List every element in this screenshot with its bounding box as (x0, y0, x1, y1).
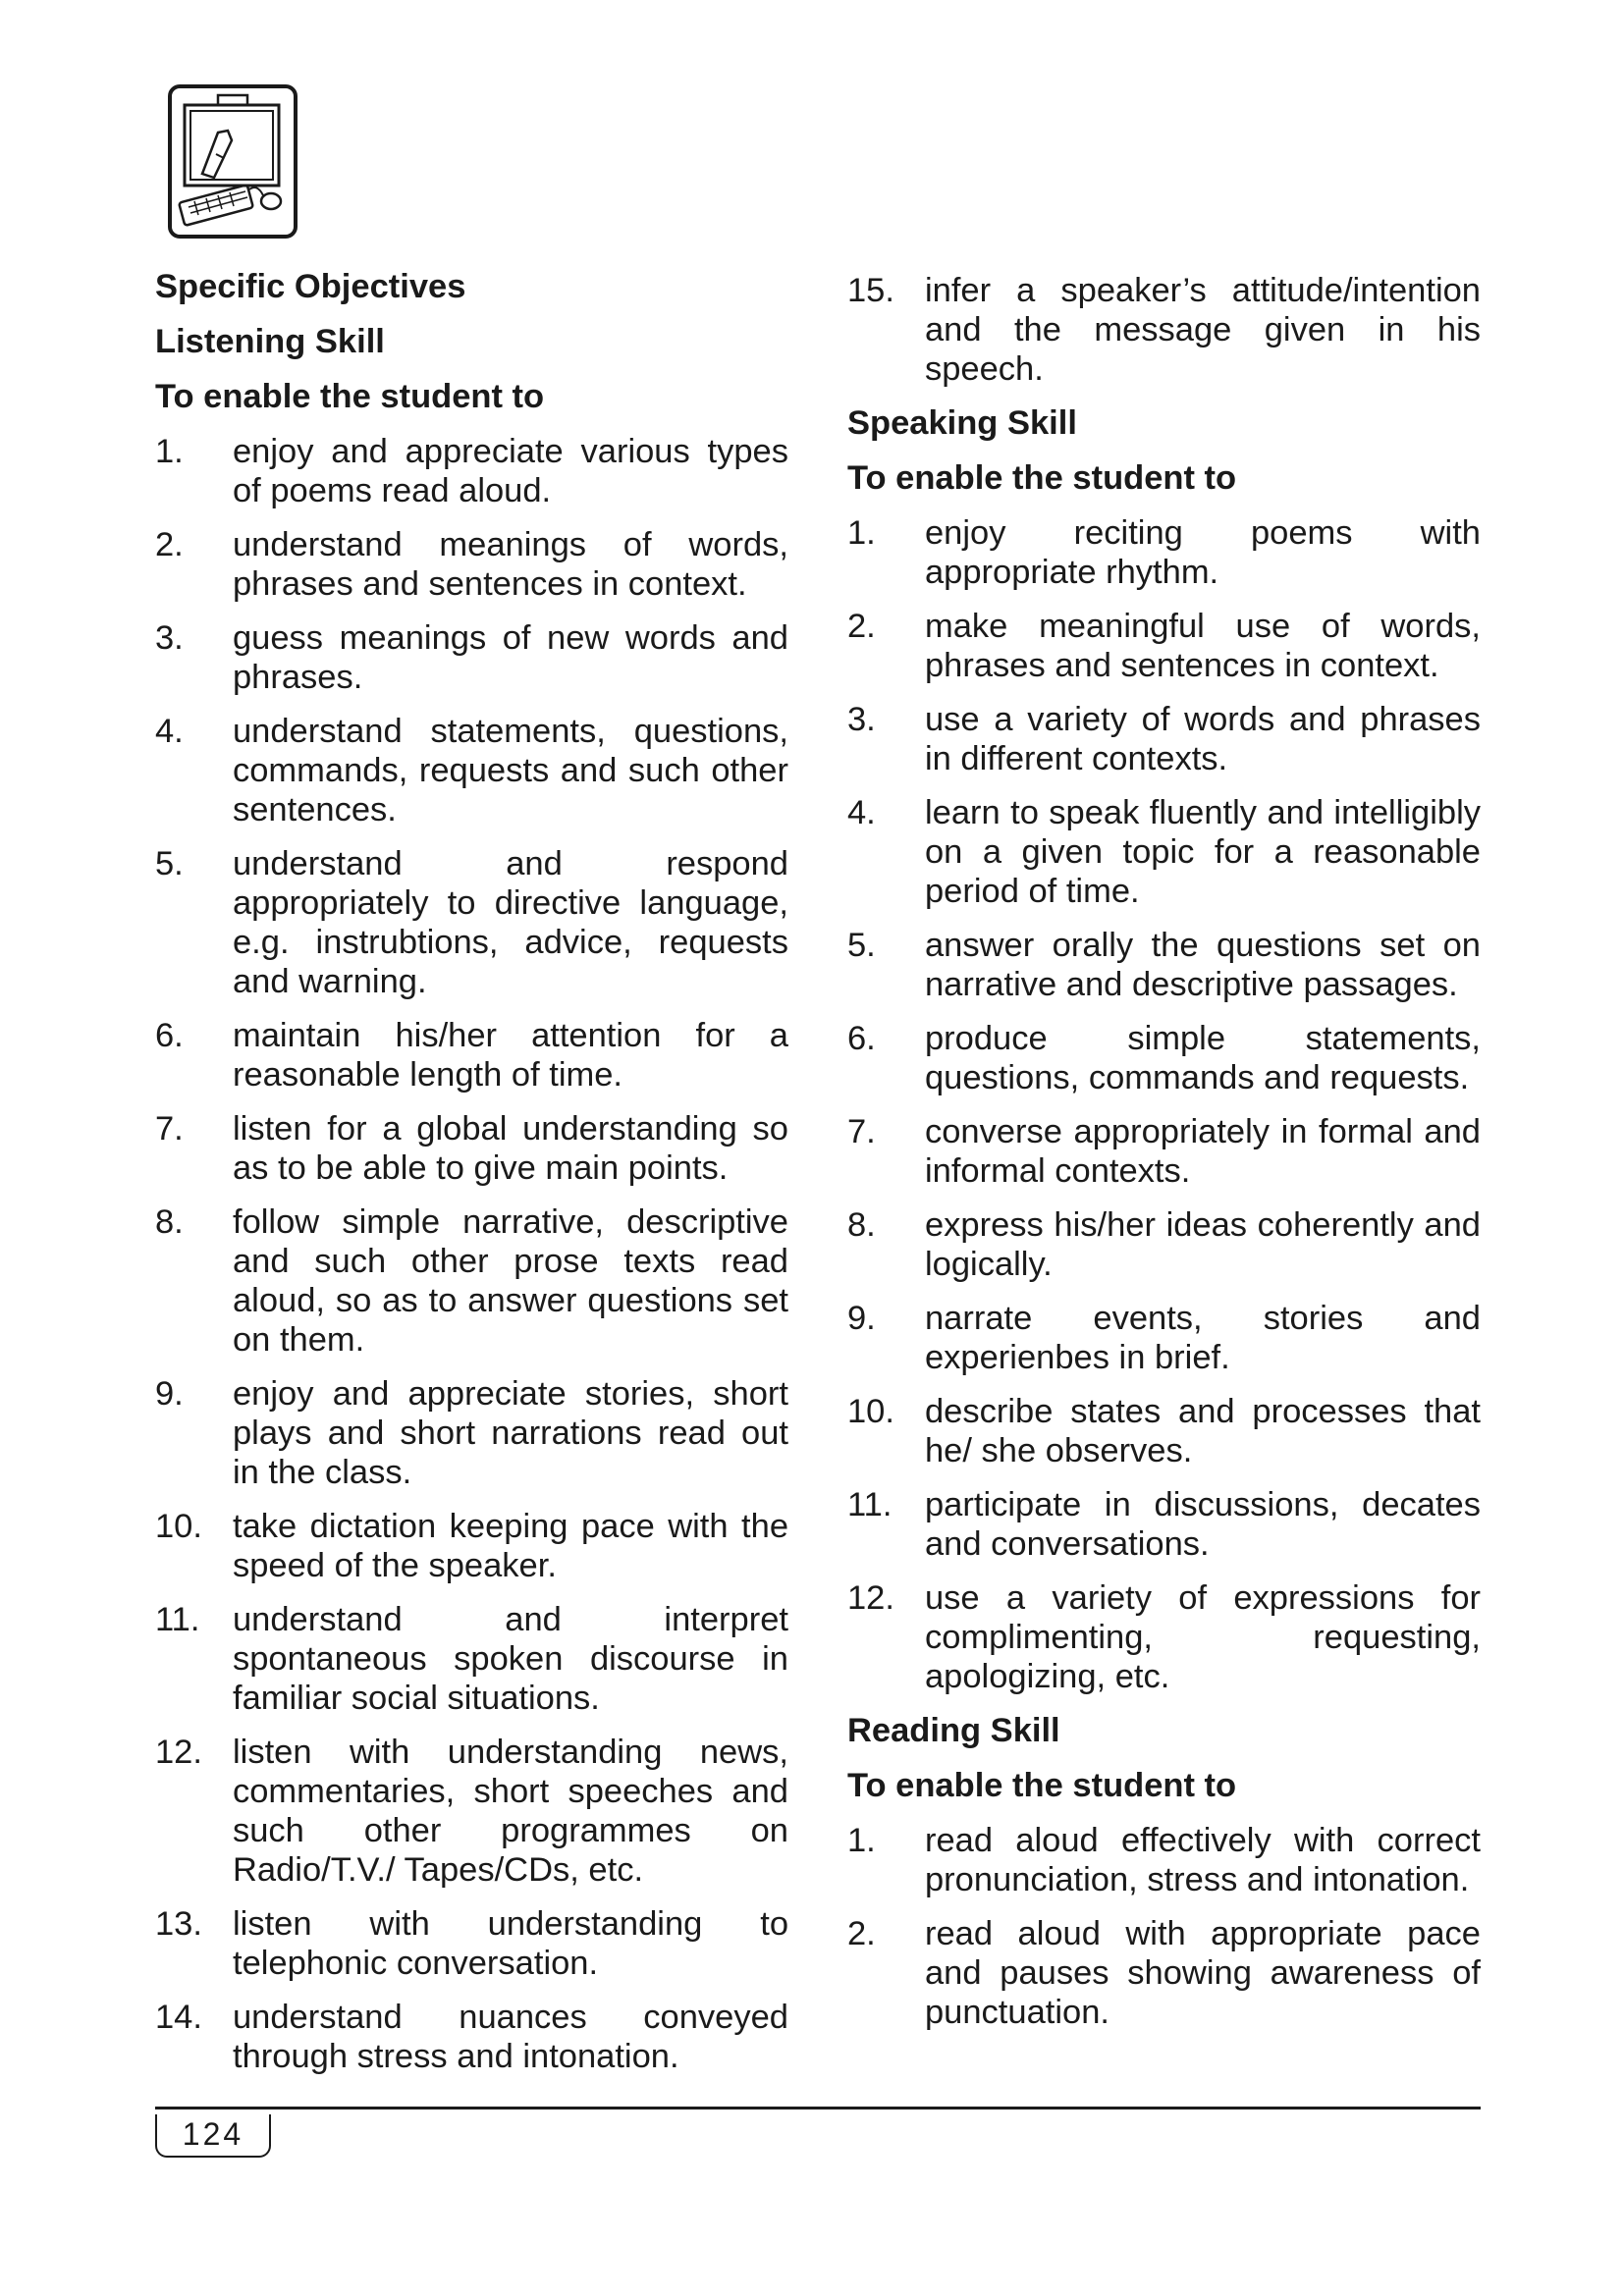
reading-list (847, 1821, 1481, 2032)
list-item (155, 1904, 788, 1983)
item-text: read aloud effectively with correct pronunciation, stress and intonation. (925, 1822, 1481, 1898)
list-item (155, 1733, 788, 1890)
section-title: Specific Objectives (155, 268, 466, 305)
item-text: answer orally the questions set on narrative and descriptive passages. (925, 927, 1481, 1003)
enable-student-heading: To enable the student to (847, 459, 1237, 497)
item-number: 1. (155, 433, 184, 470)
item-number: 8. (155, 1203, 184, 1241)
item-number: 1. (847, 1822, 876, 1859)
list-item (847, 926, 1481, 1004)
list-item (847, 1821, 1481, 1899)
item-text: listen with understanding news, commentaries, short speeches and such other programmes on Radio/T.V./ Tapes/CDs, etc. (233, 1734, 788, 1889)
list-item (847, 607, 1481, 685)
page-number: 124 (155, 2114, 271, 2158)
list-item (155, 1202, 788, 1360)
item-number: 1. (847, 514, 876, 552)
item-number: 12. (155, 1734, 202, 1771)
item-number: 6. (847, 1020, 876, 1057)
enable-student-heading: To enable the student to (847, 1767, 1237, 1804)
item-number: 11. (155, 1601, 200, 1638)
item-number: 5. (155, 845, 184, 882)
item-text: listen for a global understanding so as to be able to give main points. (233, 1110, 788, 1187)
right-column (847, 271, 1481, 2047)
item-text: infer a speaker’s attitude/intention and the message given in his speech. (925, 272, 1481, 388)
item-number: 8. (847, 1206, 876, 1244)
item-number: 2. (847, 1915, 876, 1952)
item-text: understand and interpret spontaneous spoken discourse in familiar social situations. (233, 1601, 788, 1717)
item-text: understand statements, questions, commands, requests and such other sentences. (233, 713, 788, 828)
reading-skill-heading: Reading Skill (847, 1712, 1060, 1749)
footer-rule (155, 2107, 1481, 2109)
speaking-list (847, 513, 1481, 1696)
item-number: 2. (155, 526, 184, 563)
computer-drawing-icon (167, 83, 298, 240)
list-item (155, 432, 788, 510)
list-item (847, 513, 1481, 592)
list-item (155, 1600, 788, 1718)
item-text: enjoy and appreciate stories, short plays and short narrations read out in the class. (233, 1375, 788, 1491)
item-text: converse appropriately in formal and informal contexts. (925, 1113, 1481, 1190)
item-number: 14. (155, 1999, 202, 2036)
item-text: follow simple narrative, descriptive and such other prose texts read aloud, so as to answer questions set on them. (233, 1203, 788, 1359)
item-number: 12. (847, 1579, 894, 1617)
item-number: 4. (847, 794, 876, 831)
item-text: enjoy and appreciate various types of poems read aloud. (233, 433, 788, 509)
list-item (847, 1392, 1481, 1470)
item-text: understand meanings of words, phrases and sentences in context. (233, 526, 788, 603)
item-number: 15. (847, 272, 894, 309)
list-item (155, 525, 788, 604)
left-column (155, 267, 788, 2091)
item-number: 10. (155, 1508, 202, 1545)
item-number: 3. (847, 701, 876, 738)
item-text: express his/her ideas coherently and logically. (925, 1206, 1481, 1283)
list-item (847, 1914, 1481, 2032)
item-number: 4. (155, 713, 184, 750)
listening-skill-heading: Listening Skill (155, 323, 385, 360)
item-number: 5. (847, 927, 876, 964)
list-item (155, 1507, 788, 1585)
enable-student-heading: To enable the student to (155, 378, 545, 415)
item-text: enjoy reciting poems with appropriate rhythm. (925, 514, 1481, 591)
list-item (155, 1998, 788, 2076)
item-text: use a variety of expressions for complimenting, requesting, apologizing, etc. (925, 1579, 1481, 1695)
item-text: narrate events, stories and experienbes in brief. (925, 1300, 1481, 1376)
item-text: learn to speak fluently and intelligibly on a given topic for a reasonable period of time. (925, 794, 1481, 910)
item-number: 2. (847, 608, 876, 645)
item-text: understand nuances conveyed through stress and intonation. (233, 1999, 788, 2075)
list-item (847, 1019, 1481, 1097)
item-number: 9. (847, 1300, 876, 1337)
list-item (847, 700, 1481, 778)
item-number: 9. (155, 1375, 184, 1413)
item-text: describe states and processes that he/ she observes. (925, 1393, 1481, 1469)
item-number: 3. (155, 619, 184, 657)
item-text: understand and respond appropriately to directive language, e.g. instrubtions, advice, requests and warning. (233, 845, 788, 1000)
list-item (847, 1578, 1481, 1696)
item-text: maintain his/her attention for a reasonable length of time. (233, 1017, 788, 1094)
list-item (155, 1016, 788, 1095)
item-number: 11. (847, 1486, 893, 1523)
list-item (847, 1112, 1481, 1191)
item-text: participate in discussions, decates and conversations. (925, 1486, 1481, 1563)
listening-list (155, 432, 788, 2076)
item-text: use a variety of words and phrases in different contexts. (925, 701, 1481, 777)
list-item (155, 618, 788, 697)
list-item (155, 1109, 788, 1188)
item-number: 7. (155, 1110, 184, 1148)
list-item (847, 1485, 1481, 1564)
speaking-skill-heading: Speaking Skill (847, 404, 1077, 442)
list-item (155, 1374, 788, 1492)
item-number: 7. (847, 1113, 876, 1150)
item-number: 10. (847, 1393, 894, 1430)
item-number: 6. (155, 1017, 184, 1054)
list-item (847, 793, 1481, 911)
list-item (847, 271, 1481, 389)
item-text: read aloud with appropriate pace and pauses showing awareness of punctuation. (925, 1915, 1481, 2031)
item-text: listen with understanding to telephonic conversation. (233, 1905, 788, 1982)
list-item (155, 712, 788, 829)
list-item (847, 1205, 1481, 1284)
item-text: guess meanings of new words and phrases. (233, 619, 788, 696)
listening-list-continued (847, 271, 1481, 389)
item-text: produce simple statements, questions, commands and requests. (925, 1020, 1481, 1096)
list-item (155, 844, 788, 1001)
item-text: take dictation keeping pace with the speed of the speaker. (233, 1508, 788, 1584)
list-item (847, 1299, 1481, 1377)
item-number: 13. (155, 1905, 202, 1943)
item-text: make meaningful use of words, phrases and sentences in context. (925, 608, 1481, 684)
